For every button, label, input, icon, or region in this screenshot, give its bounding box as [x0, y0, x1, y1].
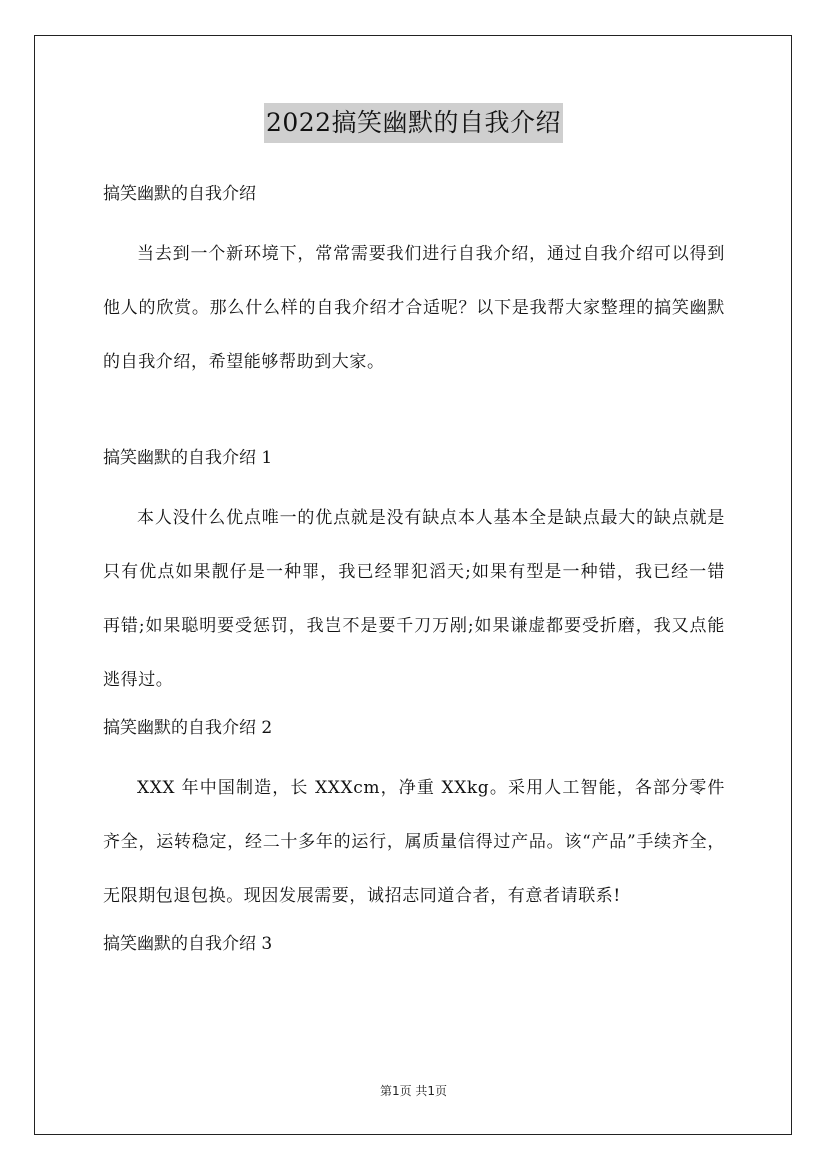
section-2-paragraph: XXX 年中国制造，长 XXXcm，净重 XXkg。采用人工智能，各部分零件齐全，运转稳定，经二十多年的运行，属质量信得过产品。该“产品”手续齐全，无限期包退包换。现因发展需要，诚招志同道合者，有意者请联系! — [103, 778, 725, 906]
document-body — [103, 173, 725, 965]
section-3-heading: 搞笑幽默的自我介绍 3 — [103, 934, 273, 954]
intro-paragraph: 当去到一个新环境下，常常需要我们进行自我介绍，通过自我介绍可以得到他人的欣赏。那么什么样的自我介绍才合适呢？以下是我帮大家整理的搞笑幽默的自我介绍，希望能够帮助到大家。 — [103, 244, 725, 372]
intro-heading: 搞笑幽默的自我介绍 — [103, 184, 256, 204]
section-2-heading: 搞笑幽默的自我介绍 2 — [103, 718, 273, 738]
page-footer: 第1页 共1页 — [379, 1084, 448, 1098]
title-block — [0, 103, 827, 143]
section-1-heading: 搞笑幽默的自我介绍 1 — [103, 448, 273, 468]
section-spacer — [103, 389, 725, 437]
section-1-paragraph: 本人没什么优点唯一的优点就是没有缺点本人基本全是缺点最大的缺点就是只有优点如果靓仔是一种罪，我已经罪犯滔天;如果有型是一种错，我已经一错再错;如果聪明要受惩罚，我岂不是要千刀万剐;如果谦虚都要受折磨，我又点能逃得过。 — [103, 508, 725, 690]
document-title: 2022搞笑幽默的自我介绍 — [264, 103, 563, 143]
